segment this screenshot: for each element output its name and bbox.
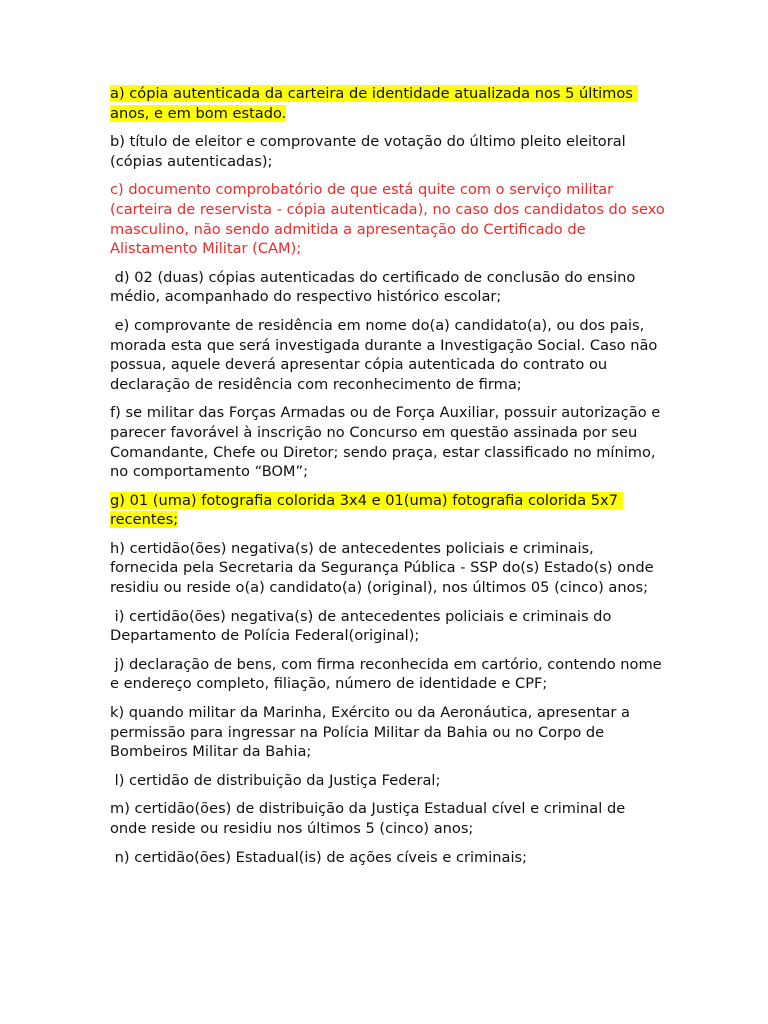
item-l: l) certidão de distribuição da Justiça Federal; bbox=[110, 771, 441, 789]
item-g bbox=[110, 491, 665, 530]
item-j: j) declaração de bens, com firma reconhecida em cartório, contendo nome e endereço completo, filiação, número de identidade e CPF; bbox=[110, 655, 667, 693]
item-a-highlighted-text: a) cópia autenticada da carteira de identidade atualizada nos 5 últimos anos, e em bom estado. bbox=[110, 85, 638, 122]
item-d: d) 02 (duas) cópias autenticadas do certificado de conclusão do ensino médio, acompanhado do respectivo histórico escolar; bbox=[110, 268, 640, 306]
item-h: h) certidão(ões) negativa(s) de antecedentes policiais e criminais, fornecida pela Secretaria da Segurança Pública - SSP do(s) Estado(s) onde residiu ou reside o(a) candidato(a) (original), nos últimos 05 (cinco) anos; bbox=[110, 539, 659, 597]
item-e: e) comprovante de residência em nome do(a) candidato(a), ou dos pais, morada esta que será investigada durante a Investigação Social. Caso não possua, aquele deverá apresentar cópia autenticada do contrato ou declaração de residência com reconhecimento de firma; bbox=[110, 316, 662, 393]
item-n: n) certidão(ões) Estadual(is) de ações cíveis e criminais; bbox=[110, 848, 528, 866]
item-f: f) se militar das Forças Armadas ou de Força Auxiliar, possuir autorização e parecer favorável à inscrição no Concurso em questão assinada por seu Comandante, Chefe ou Diretor; sendo praça, estar classificado no mínimo, no comportamento “BOM”; bbox=[110, 404, 665, 481]
item-g-highlighted-text: g) 01 (uma) fotografia colorida 3x4 e 01(uma) fotografia colorida 5x7 recentes; bbox=[110, 491, 623, 529]
item-c: c) documento comprobatório de que está quite com o serviço militar (carteira de reservista - cópia autenticada), no caso dos candidatos do sexo masculino, não sendo admitida a apresentação do Certificado de Alistamento Militar (CAM); bbox=[110, 181, 670, 258]
document-body bbox=[110, 84, 670, 876]
item-m: m) certidão(ões) de distribuição da Justiça Estadual cível e criminal de onde reside ou residiu nos últimos 5 (cinco) anos; bbox=[110, 800, 630, 837]
item-b: b) título de eleitor e comprovante de votação do último pleito eleitoral (cópias autenticadas); bbox=[110, 133, 631, 170]
item-a bbox=[110, 84, 665, 123]
item-i: i) certidão(ões) negativa(s) de antecedentes policiais e criminais do Departamento de Polícia Federal(original); bbox=[110, 607, 617, 645]
item-k: k) quando militar da Marinha, Exército ou da Aeronáutica, apresentar a permissão para ingressar na Polícia Militar da Bahia ou no Corpo de Bombeiros Militar da Bahia; bbox=[110, 704, 635, 761]
